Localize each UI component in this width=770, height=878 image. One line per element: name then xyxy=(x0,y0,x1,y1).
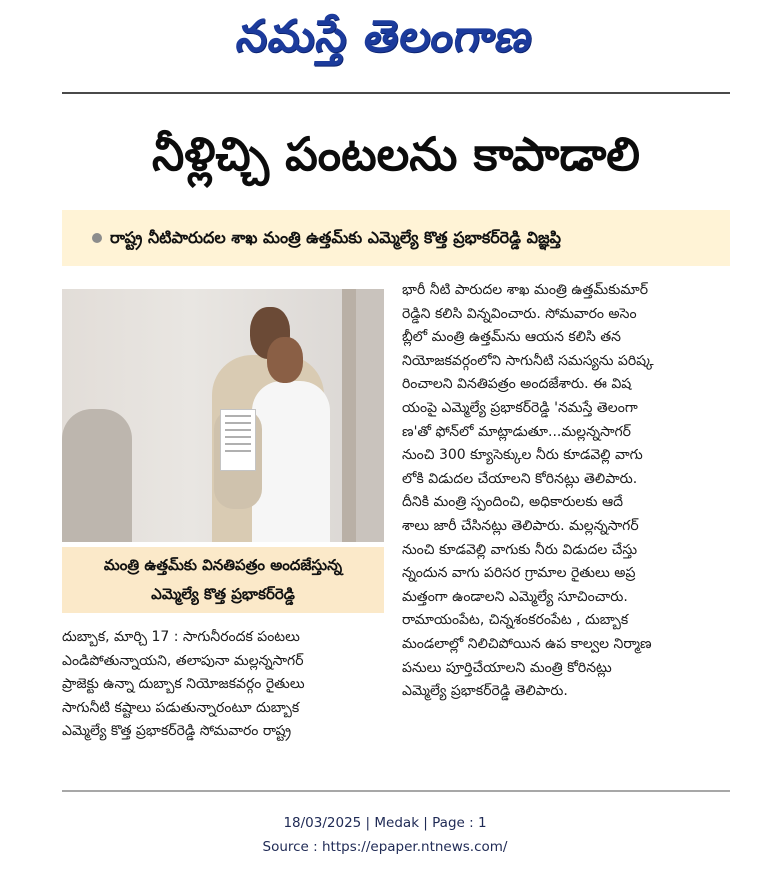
subheadline-text: రాష్ట్ర నీటిపారుదల శాఖ మంత్రి ఉత్తమ్‌కు ఎమ్మెల్యే కొత్త ప్రభాకర్‌రెడ్డి విజ్ఞప్తి xyxy=(110,228,562,247)
body-line: ఎమ్మెల్యే కొత్త ప్రభాకర్‌రెడ్డి సోమవారం రాష్ట్ర xyxy=(62,723,292,740)
body-line: న్నందున వాగు పరిసర గ్రామాల రైతులు అప్ర xyxy=(402,565,636,582)
body-line: ప్రాజెక్టు ఉన్నా దుబ్బాక నియోజకవర్గం రైతులు xyxy=(62,676,305,693)
article-subheadline xyxy=(62,210,730,266)
bottom-divider xyxy=(62,790,730,792)
newspaper-masthead: నమస్తే తెలంగాణ xyxy=(233,11,537,62)
caption-line: ఎమ్మెల్యే కొత్త ప్రభాకర్‌రెడ్డి xyxy=(151,585,295,603)
body-line: లోకి విడుదల చేయాలని కోరినట్లు తెలిపారు. xyxy=(402,470,638,487)
article-body-right-column xyxy=(402,279,732,704)
body-line: ఎమ్మెల్యే ప్రభాకర్‌రెడ్డి తెలిపారు. xyxy=(402,683,568,700)
body-line: శాలు జారీ చేసినట్లు తెలిపారు. మల్లన్నసాగర్ xyxy=(402,517,639,534)
footer-edition-info: 18/03/2025 | Medak | Page : 1 xyxy=(283,815,487,831)
body-line: నుంచి కూడవెల్లి వాగుకు నీరు విడుదల చేస్తు xyxy=(402,541,638,558)
body-line: పనులు పూర్తిచేయాలని మంత్రి కోరినట్లు xyxy=(402,659,612,676)
body-line: నుంచి 300 క్యూసెక్కుల నీరు కూడవెల్లి వాగు xyxy=(402,447,643,464)
body-line: యంపై ఎమ్మెల్యే ప్రభాకర్‌రెడ్డి 'నమస్తే తెలంగా xyxy=(402,399,638,416)
body-line: నియోజకవర్గంలోని సాగునీటి సమస్యను పరిష్క xyxy=(402,352,654,369)
body-line: రించాలని వినతిపత్రం అందజేశారు. ఈ విష xyxy=(402,376,632,393)
body-line: దుబ్బాక, మార్చి 17 : సాగునీరందక పంటలు xyxy=(62,629,300,645)
body-line: మండలాల్లో నిలిచిపోయిన ఉప కాల్వల నిర్మాణ xyxy=(402,635,652,652)
article-body-left-column xyxy=(62,626,390,744)
body-line: ణ'తో ఫోన్‌లో మాట్లాడుతూ...మల్లన్నసాగర్ xyxy=(402,423,631,440)
bullet-icon xyxy=(92,233,102,243)
body-line: బ్లీలో మంత్రి ఉత్తమ్‌ను ఆయన కలిసి తన xyxy=(402,329,621,346)
photo-petition-paper xyxy=(220,409,256,471)
caption-line: మంత్రి ఉత్తమ్‌కు వినతిపత్రం అందజేస్తున్న xyxy=(103,556,343,574)
body-line: రామాయంపేట, చిన్నశంకరంపేట , దుబ్బాక xyxy=(402,612,629,629)
body-line: సాగునీటి కష్టాలు పడుతున్నారంటూ దుబ్బాక xyxy=(62,699,300,716)
article-headline: నీళ్లిచ్చి పంటలను కాపాడాలి xyxy=(152,127,640,181)
photo-mla-head xyxy=(267,337,303,383)
body-line: ఎండిపోతున్నాయని, తలాపునా మల్లన్నసాగర్ xyxy=(62,652,304,669)
body-line: దీనికి మంత్రి స్పందించి, అధికారులకు ఆదే xyxy=(402,494,623,511)
photo-caption xyxy=(62,547,384,613)
top-divider xyxy=(62,92,730,94)
body-line: భారీ నీటి పారుదల శాఖ మంత్రి ఉత్తమ్‌కుమార్ xyxy=(402,282,648,298)
photo-background-person xyxy=(62,409,132,542)
footer-source-link[interactable]: Source : https://epaper.ntnews.com/ xyxy=(262,839,508,855)
article-photo xyxy=(62,289,384,542)
body-line: మత్తంగా ఉండాలని ఎమ్మెల్యే సూచించారు. xyxy=(402,588,628,605)
body-line: రెడ్డిని కలిసి విన్నవించారు. సోమవారం అసెం xyxy=(402,305,637,322)
photo-mla-figure xyxy=(252,381,330,542)
photo-door xyxy=(342,289,356,542)
